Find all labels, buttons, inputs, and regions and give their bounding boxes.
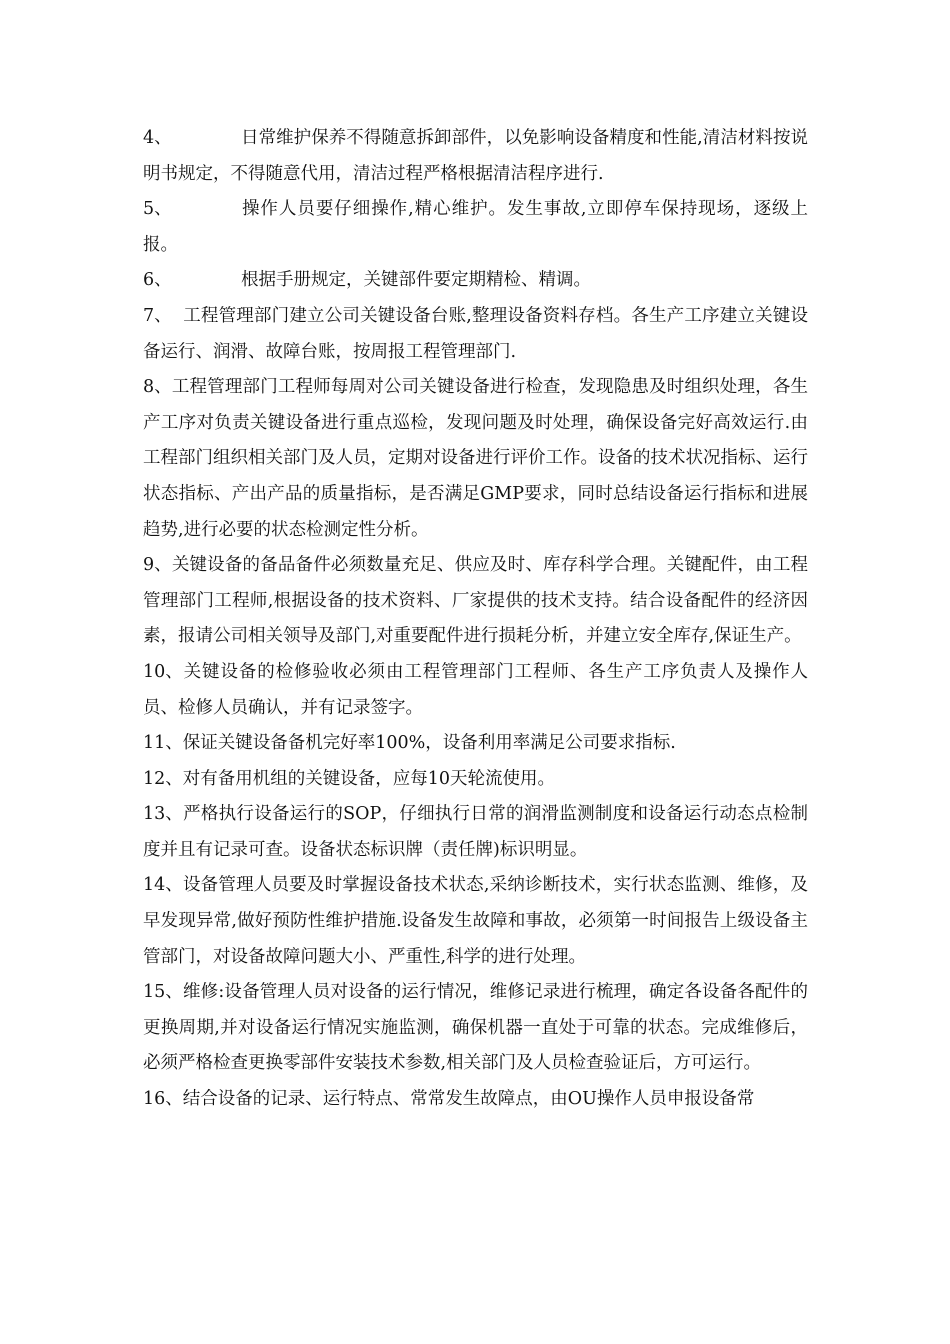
paragraph-text: 设备管理人员要及时掌握设备技术状态,采纳诊断技术，实行状态监测、维修，及早发现异常,做好预防性维护措施.设备发生故障和事故，必须第一时间报告上级设备主管部门，对设备故障问题大小、严重性,科学的进行处理。 [143, 875, 808, 967]
paragraph-number: 10、 [143, 661, 183, 682]
paragraph-text: 严格执行设备运行的SOP，仔细执行日常的润滑监测制度和设备运行动态点检制度并且有记录可查。设备状态标识牌（责任牌)标识明显。 [143, 804, 808, 860]
paragraph-text: 工程管理部门工程师每周对公司关键设备进行检查，发现隐患及时组织处理，各生产工序对负责关键设备进行重点巡检，发现问题及时处理，确保设备完好高效运行.由工程部门组织相关部门及人员，定期对设备进行评价工作。设备的技术状况指标、运行状态指标、产出产品的质量指标，是否满足GMP要求，同时总结设备运行指标和进展趋势,进行必要的状态检测定性分析。 [143, 377, 808, 540]
paragraph-number: 11、 [143, 733, 183, 754]
paragraph-text: 对有备用机组的关键设备，应每10天轮流使用。 [182, 768, 556, 789]
paragraph-text: 根据手册规定，关键部件要定期精检、精调。 [241, 270, 591, 291]
paragraph-item-6 [143, 263, 808, 299]
paragraph-item-11 [143, 726, 808, 762]
paragraph-text: 日常维护保养不得随意拆卸部件，以免影响设备精度和性能,清洁材料按说明书规定，不得随意代用，清洁过程严格根据清洁程序进行. [143, 128, 808, 184]
paragraph-item-4 [143, 121, 808, 192]
paragraph-text: 操作人员要仔细操作,精心维护。发生事故,立即停车保持现场，逐级上报。 [143, 199, 808, 255]
paragraph-number: 13、 [143, 804, 183, 825]
paragraph-number: 6、 [143, 270, 172, 291]
paragraph-item-16 [143, 1082, 808, 1118]
paragraph-number: 15、 [143, 982, 183, 1003]
paragraph-item-9 [143, 548, 808, 655]
paragraph-number: 4、 [143, 128, 172, 148]
document-body [143, 121, 808, 1118]
paragraph-text: 关键设备的备品备件必须数量充足、供应及时、库存科学合理。关键配件，由工程管理部门工程师,根据设备的技术资料、厂家提供的技术支持。结合设备配件的经济因素，报请公司相关领导及部门,对重要配件进行损耗分析，并建立安全库存,保证生产。 [143, 555, 808, 647]
paragraph-number: 5、 [143, 199, 172, 220]
paragraph-text: 结合设备的记录、运行特点、常常发生故障点，由OU操作人员申报设备常 [182, 1089, 755, 1110]
paragraph-number: 16、 [143, 1089, 183, 1110]
paragraph-item-10 [143, 655, 808, 726]
paragraph-item-15 [143, 975, 808, 1082]
paragraph-number: 14、 [143, 875, 183, 896]
paragraph-text: 维修:设备管理人员对设备的运行情况，维修记录进行梳理，确定各设备各配件的更换周期,并对设备运行情况实施监测，确保机器一直处于可靠的状态。完成维修后，必须严格检查更换零部件安装技术参数,相关部门及人员检查验证后，方可运行。 [143, 982, 808, 1074]
paragraph-item-12 [143, 762, 808, 798]
paragraph-text: 保证关键设备备机完好率100%，设备利用率满足公司要求指标. [182, 733, 676, 754]
paragraph-item-5 [143, 192, 808, 263]
paragraph-item-13 [143, 797, 808, 868]
paragraph-number: 12、 [143, 768, 183, 789]
paragraph-item-7 [143, 299, 808, 370]
paragraph-item-8 [143, 370, 808, 548]
paragraph-text: 工程管理部门建立公司关键设备台账,整理设备资料存档。各生产工序建立关键设备运行、润滑、故障台账，按周报工程管理部门. [143, 305, 808, 362]
paragraph-text: 关键设备的检修验收必须由工程管理部门工程师、各生产工序负责人及操作人员、检修人员确认，并有记录签字。 [143, 661, 808, 718]
paragraph-number: 7、 [143, 305, 172, 326]
paragraph-item-14 [143, 868, 808, 975]
paragraph-number: 8、 [143, 377, 172, 398]
paragraph-number: 9、 [143, 555, 172, 576]
